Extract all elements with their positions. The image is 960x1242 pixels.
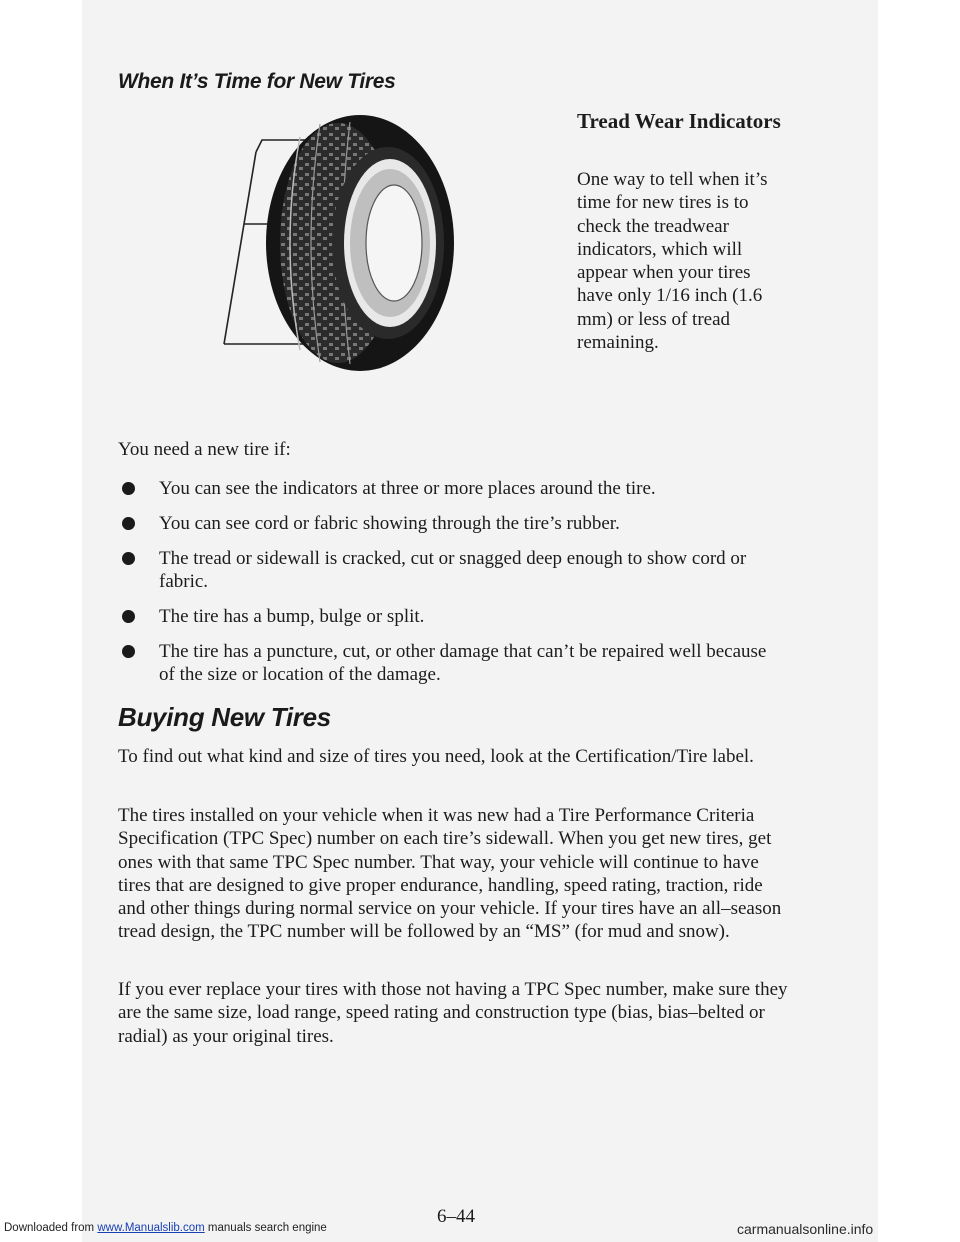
list-item: The tire has a puncture, cut, or other damage that can’t be repaired well because of the size or location of the damage. bbox=[120, 640, 780, 686]
list-item: You can see cord or fabric showing through the tire’s rubber. bbox=[120, 512, 780, 535]
list-item: You can see the indicators at three or more places around the tire. bbox=[120, 477, 780, 500]
bullet-icon bbox=[122, 552, 135, 565]
watermark: carmanualsonline.info bbox=[737, 1221, 874, 1237]
section-title-new-tires: When It’s Time for New Tires bbox=[118, 70, 396, 93]
paragraph-replacement-tires: If you ever replace your tires with those not having a TPC Spec number, make sure they are the same size, load range, speed rating and construction type (bias, bias–belted or radial) as your original tires. bbox=[118, 979, 788, 1047]
new-tire-intro: You need a new tire if: bbox=[118, 439, 291, 460]
download-source-banner: Downloaded from www.Manualslib.com manuals search engine bbox=[4, 1222, 327, 1234]
tread-wear-description: One way to tell when it’s time for new tires is to check the treadwear indicators, which will appear when your tires have only 1/16 inch (1.6 mm) or less of tread remaining. bbox=[577, 169, 768, 354]
tire-illustration bbox=[220, 112, 460, 374]
list-item: The tread or sidewall is cracked, cut or snagged deep enough to show cord or fabric. bbox=[120, 547, 780, 593]
bullet-icon bbox=[122, 610, 135, 623]
new-tire-conditions-list bbox=[120, 477, 780, 698]
subhead-tread-wear-indicators: Tread Wear Indicators bbox=[577, 109, 781, 133]
paragraph-tpc-spec: The tires installed on your vehicle when it was new had a Tire Performance Criteria Specification (TPC Spec) number on each tire’s sidewall. When you get new tires, get ones with that same TPC Spec number. That way, your vehicle will continue to have tires that are designed to give proper endurance, handling, speed rating, traction, ride and other things during normal service on your vehicle. If your tires have an all–season tread design, the TPC number will be followed by an “MS” (for mud and snow). bbox=[118, 805, 782, 943]
bullet-icon bbox=[122, 482, 135, 495]
list-item: The tire has a bump, bulge or split. bbox=[120, 605, 780, 628]
page-number: 6–44 bbox=[437, 1206, 475, 1227]
bullet-icon bbox=[122, 645, 135, 658]
bullet-icon bbox=[122, 517, 135, 530]
manualslib-link[interactable]: www.Manualslib.com bbox=[97, 1222, 205, 1234]
section-title-buying-new-tires: Buying New Tires bbox=[118, 702, 331, 732]
paragraph-certification-label: To find out what kind and size of tires you need, look at the Certification/Tire label. bbox=[118, 746, 754, 767]
